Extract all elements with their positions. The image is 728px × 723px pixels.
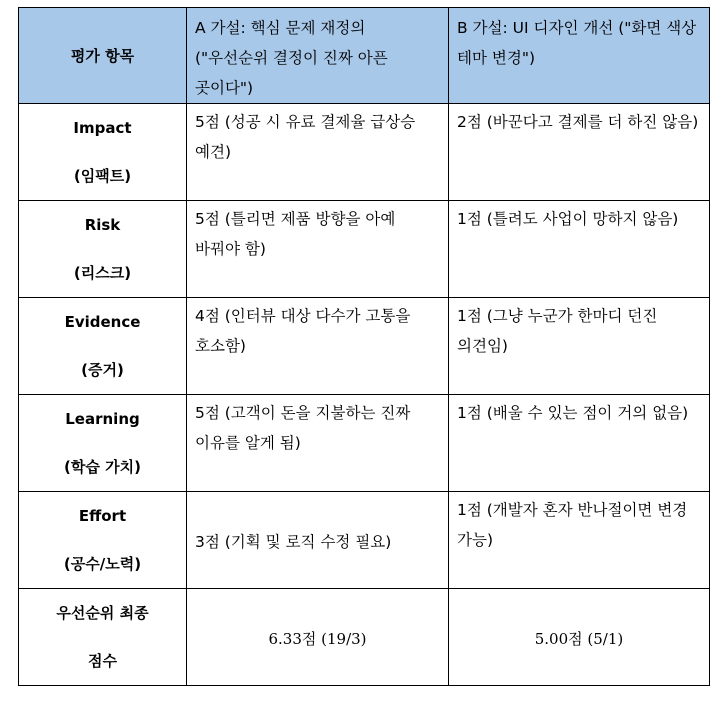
table-row-impact — [19, 104, 710, 201]
row-label — [19, 298, 187, 395]
row-label — [19, 395, 187, 492]
cell-option-a: 5점 (틀리면 제품 방향을 아예 바꿔야 함) — [187, 201, 449, 298]
row-label — [19, 492, 187, 589]
row-label-ko: (학습 가치) — [64, 458, 141, 476]
row-label-ko: (공수/노력) — [63, 555, 142, 573]
cell-option-b: 1점 (개발자 혼자 반나절이면 변경 가능) — [449, 492, 710, 589]
row-label-ko: (임팩트) — [73, 167, 132, 185]
row-label-total-line1: 우선순위 최종 — [56, 604, 149, 622]
header-option-a: A 가설: 핵심 문제 재정의 ("우선순위 결정이 진짜 아픈 곳이다") — [187, 8, 449, 104]
row-label-en: Risk — [84, 216, 121, 234]
header-criteria: 평가 항목 — [19, 8, 187, 104]
cell-option-a: 3점 (기획 및 로직 수정 필요) — [187, 492, 449, 589]
cell-option-b: 1점 (틀려도 사업이 망하지 않음) — [449, 201, 710, 298]
row-label — [19, 104, 187, 201]
cell-option-b: 1점 (그냥 누군가 한마디 던진 의견임) — [449, 298, 710, 395]
row-label — [19, 201, 187, 298]
row-label-ko: (리스크) — [73, 264, 132, 282]
total-score-option-a: 6.33점 (19/3) — [187, 589, 449, 686]
table-row-total — [19, 589, 710, 686]
cell-option-b: 1점 (배울 수 있는 점이 거의 없음) — [449, 395, 710, 492]
cell-option-a: 4점 (인터뷰 대상 다수가 고통을 호소함) — [187, 298, 449, 395]
total-score-option-b: 5.00점 (5/1) — [449, 589, 710, 686]
table-row-risk — [19, 201, 710, 298]
table-row-evidence — [19, 298, 710, 395]
table-row-effort — [19, 492, 710, 589]
row-label-en: Evidence — [64, 313, 141, 331]
table-row-learning — [19, 395, 710, 492]
header-option-b: B 가설: UI 디자인 개선 ("화면 색상 테마 변경") — [449, 8, 710, 104]
row-label-total — [19, 589, 187, 686]
cell-option-a: 5점 (성공 시 유료 결제율 급상승 예견) — [187, 104, 449, 201]
table-header-row — [19, 8, 710, 104]
row-label-en: Impact — [73, 119, 132, 137]
row-label-en: Effort — [78, 507, 127, 525]
cell-option-a: 5점 (고객이 돈을 지불하는 진짜 이유를 알게 됨) — [187, 395, 449, 492]
row-label-ko: (증거) — [81, 361, 124, 379]
row-label-total-line2: 점수 — [88, 652, 117, 670]
row-label-en: Learning — [65, 410, 140, 428]
cell-option-b: 2점 (바꾼다고 결제를 더 하진 않음) — [449, 104, 710, 201]
hypothesis-priority-table — [18, 7, 710, 686]
